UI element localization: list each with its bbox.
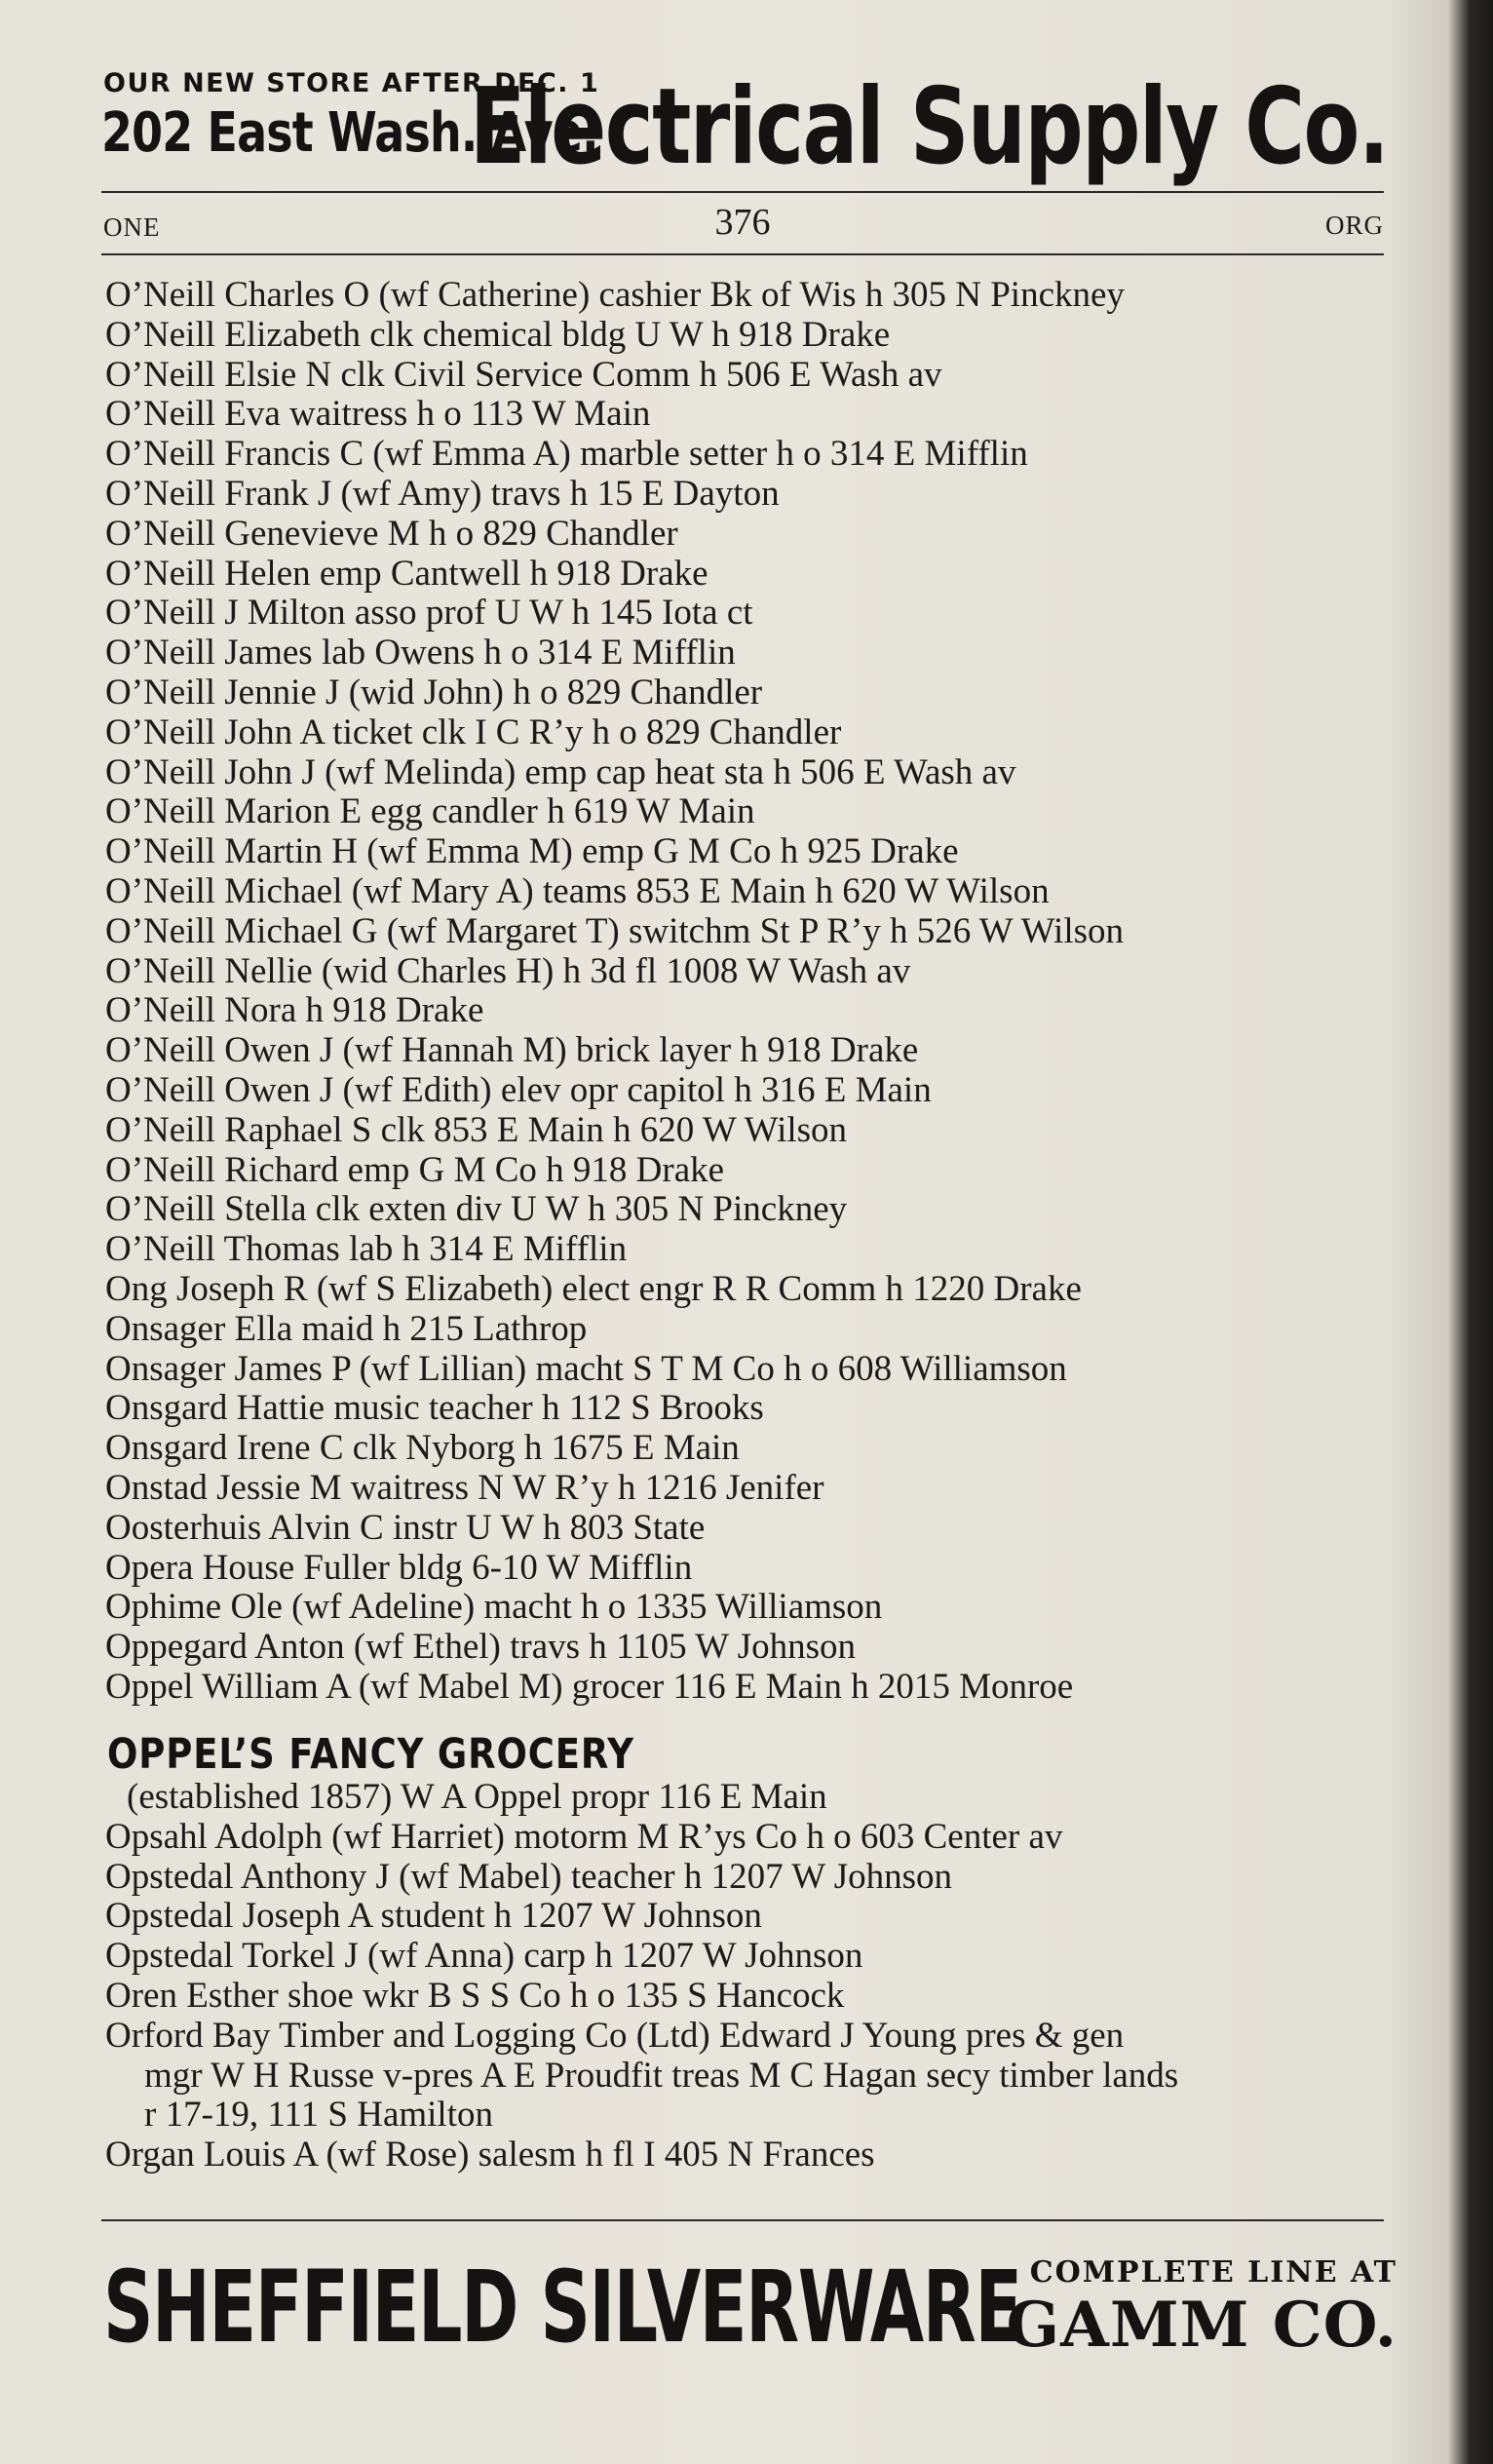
bottom-advertisement — [101, 2242, 1397, 2368]
store-note: OUR NEW STORE AFTER DEC. 1 — [103, 68, 600, 98]
list-item: Ophime Ole (wf Adeline) macht h o 1335 Williamson — [105, 1587, 883, 1628]
company-name: Electrical Supply Co. — [469, 66, 1388, 188]
store-address: 202 East Wash. Ave. — [101, 101, 598, 165]
list-item: O’Neill Elsie N clk Civil Service Comm h 506 E Wash av — [105, 354, 942, 395]
business-detail: (established 1857) W A Oppel propr 116 E Main — [127, 1777, 827, 1817]
entry-list — [105, 276, 1392, 1708]
ad-tagline: COMPLETE LINE AT — [1029, 2255, 1397, 2290]
list-item: O’Neill Elizabeth clk chemical bldg U W h 918 Drake — [105, 314, 891, 355]
list-item: O’Neill Michael (wf Mary A) teams 853 E Main h 620 W Wilson — [105, 870, 1050, 911]
top-advertisement — [101, 60, 1388, 188]
list-item: Oren Esther shoe wkr B S S Co h o 135 S Hancock — [105, 1975, 845, 2016]
list-item: Onsager James P (wf Lillian) macht S T M Co h o 608 Williamson — [105, 1348, 1067, 1389]
list-item: Opera House Fuller bldg 6-10 W Mifflin — [105, 1547, 693, 1588]
footer-rule — [101, 2219, 1384, 2221]
list-item: Opstedal Anthony J (wf Mabel) teacher h 1207 W Johnson — [105, 1856, 953, 1897]
list-item: O’Neill Michael G (wf Margaret T) switchm St P R’y h 526 W Wilson — [105, 910, 1125, 951]
list-item: O’Neill Owen J (wf Hannah M) brick layer h 918 Drake — [105, 1030, 919, 1071]
list-item: Onsgard Irene C clk Nyborg h 1675 E Main — [105, 1428, 740, 1469]
list-item: Organ Louis A (wf Rose) salesm h fl I 405 N Frances — [105, 2135, 875, 2175]
list-item: Oosterhuis Alvin C instr U W h 803 State — [105, 1507, 706, 1548]
business-heading: OPPEL’S FANCY GROCERY — [107, 1730, 634, 1779]
list-item: O’Neill Martin H (wf Emma M) emp G M Co h 925 Drake — [105, 831, 959, 872]
list-item: O’Neill Owen J (wf Edith) elev opr capitol h 316 E Main — [105, 1069, 932, 1110]
guide-word-left: ONE — [103, 212, 161, 242]
list-item-continuation: mgr W H Russe v-pres A E Proudfit treas M C Hagan secy timber lands — [144, 2055, 1179, 2096]
list-item: O’Neill Jennie J (wid John) h o 829 Chandler — [105, 672, 763, 712]
list-item: O’Neill Francis C (wf Emma A) marble setter h o 314 E Mifflin — [105, 434, 1028, 475]
entry-list-continued — [105, 1778, 1392, 2175]
list-item: Oppel William A (wf Mabel M) grocer 116 E Main h 2015 Monroe — [105, 1666, 1074, 1707]
list-item: O’Neill Raphael S clk 853 E Main h 620 W Wilson — [105, 1109, 848, 1150]
list-item: O’Neill Nellie (wid Charles H) h 3d fl 1008 W Wash av — [105, 950, 911, 991]
list-item: O’Neill Eva waitress h o 113 W Main — [105, 394, 651, 435]
list-item: O’Neill Marion E egg candler h 619 W Main — [105, 791, 755, 832]
list-item-line: Orford Bay Timber and Logging Co (Ltd) Edward J Young pres & gen — [105, 2015, 1125, 2056]
top-rule — [101, 191, 1384, 193]
list-item: O’Neill Charles O (wf Catherine) cashier Bk of Wis h 305 N Pinckney — [105, 275, 1125, 315]
page-number: 376 — [714, 202, 771, 243]
list-item: Onstad Jessie M waitress N W R’y h 1216 Jenifer — [105, 1467, 824, 1508]
list-item: O’Neill Frank J (wf Amy) travs h 15 E Dayton — [105, 473, 780, 514]
list-item: Oppegard Anton (wf Ethel) travs h 1105 W Johnson — [105, 1627, 857, 1668]
running-header — [101, 199, 1384, 246]
list-item: O’Neill Genevieve M h o 829 Chandler — [105, 513, 678, 554]
list-item: O’Neill Helen emp Cantwell h 918 Drake — [105, 553, 708, 594]
list-item: O’Neill Nora h 918 Drake — [105, 990, 484, 1031]
list-item: O’Neill John J (wf Melinda) emp cap heat sta h 506 E Wash av — [105, 751, 1016, 792]
guide-word-right: ORG — [1324, 211, 1384, 240]
ad-store-name: GAMM CO. — [1006, 2289, 1397, 2362]
list-item: Ong Joseph R (wf S Elizabeth) elect engr R R Comm h 1220 Drake — [105, 1268, 1082, 1309]
list-item: Opsahl Adolph (wf Harriet) motorm M R’ys Co h o 603 Center av — [105, 1816, 1063, 1857]
list-item: Opstedal Joseph A student h 1207 W Johnson — [105, 1896, 762, 1937]
list-item-multiline — [105, 2017, 1392, 2136]
ad-product: SHEFFIELD SILVERWARE — [103, 2250, 1021, 2366]
list-item: Onsgard Hattie music teacher h 112 S Brooks — [105, 1388, 764, 1429]
list-item: O’Neill Stella clk exten div U W h 305 N Pinckney — [105, 1189, 848, 1230]
list-item: Onsager Ella maid h 215 Lathrop — [105, 1308, 588, 1349]
list-item: O’Neill James lab Owens h o 314 E Mifflin — [105, 633, 736, 674]
header-rule — [101, 253, 1384, 255]
list-item-continuation: r 17-19, 111 S Hamilton — [144, 2095, 493, 2136]
list-item: Opstedal Torkel J (wf Anna) carp h 1207 W Johnson — [105, 1936, 863, 1977]
list-item: O’Neill Richard emp G M Co h 918 Drake — [105, 1149, 725, 1190]
list-item: O’Neill Thomas lab h 314 E Mifflin — [105, 1229, 628, 1270]
list-item: O’Neill J Milton asso prof U W h 145 Iota ct — [105, 593, 753, 634]
list-item: O’Neill John A ticket clk I C R’y h o 829 Chandler — [105, 712, 842, 752]
